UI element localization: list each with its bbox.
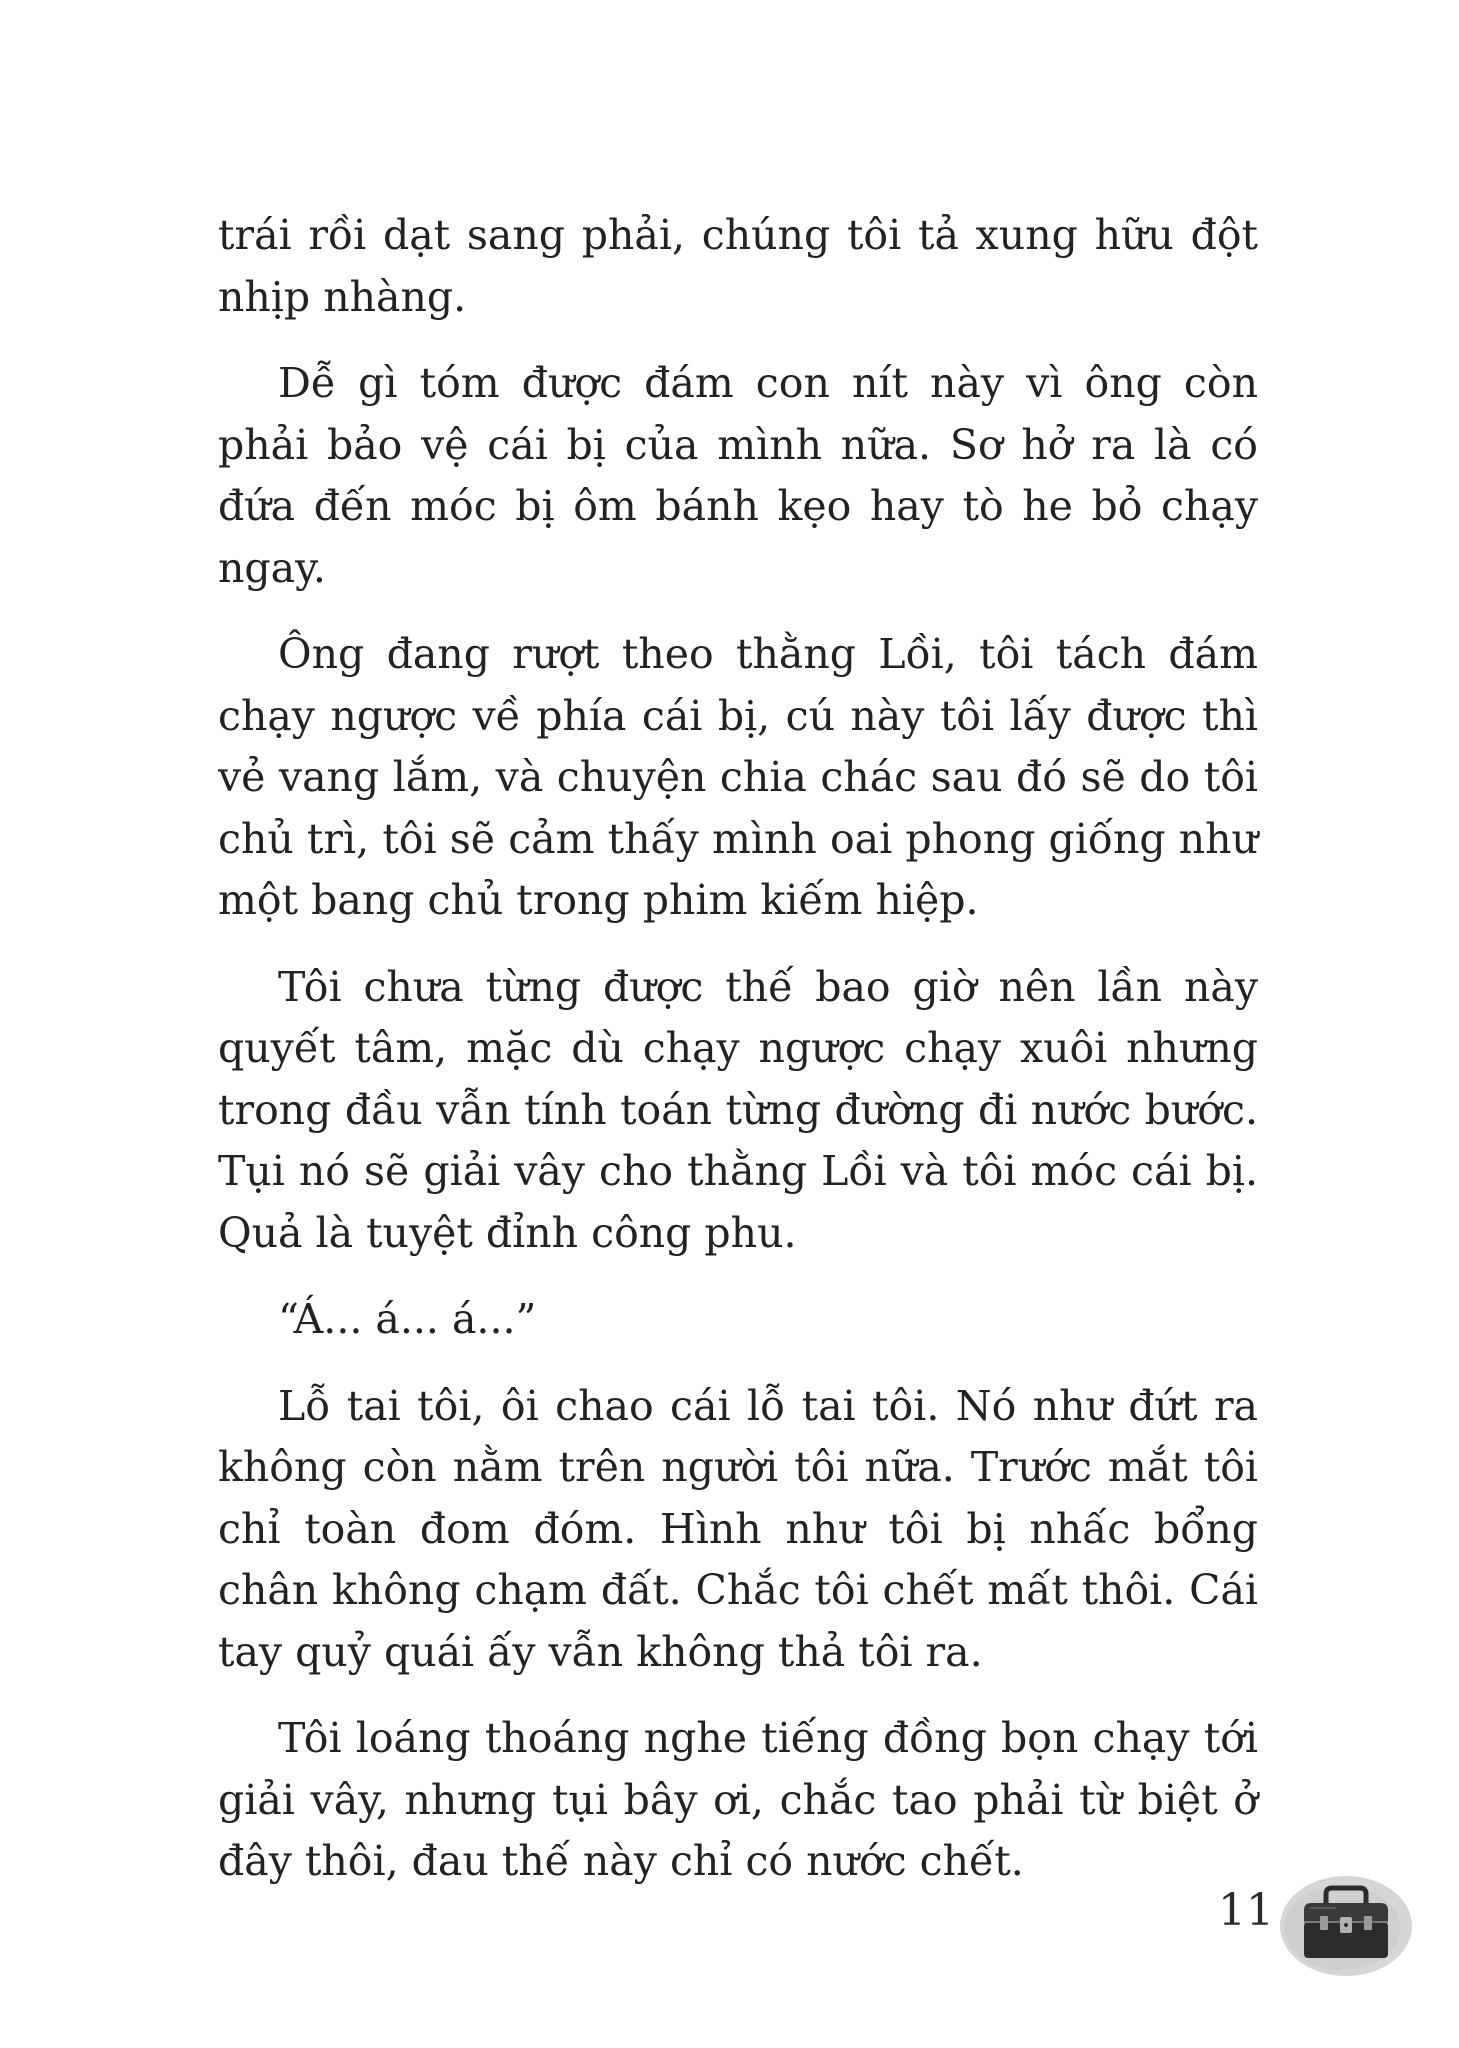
paragraph: Tôi chưa từng được thế bao giờ nên lần này quyết tâm, mặc dù chạy ngược chạy xuôi nhưng trong đầu vẫn tính toán từng đường đi nước bước. Tụi nó sẽ giải vây cho thằng Lồi và tôi móc cái bị. Quả là tuyệt đỉnh công phu. xyxy=(218,962,1258,1257)
paragraph: trái rồi dạt sang phải, chúng tôi tả xung hữu đột nhịp nhàng. xyxy=(218,211,1258,321)
paragraph: Lỗ tai tôi, ôi chao cái lỗ tai tôi. Nó như đứt ra không còn nằm trên người tôi nữa. Trước mắt tôi chỉ toàn đom đóm. Hình như tôi bị nhấc bổng chân không chạm đất. Chắc tôi chết mất thôi. Cái tay quỷ quái ấy vẫn không thả tôi ra. xyxy=(218,1381,1258,1676)
dialogue-line: “Á... á... á...” xyxy=(278,1295,537,1343)
paragraph: Dễ gì tóm được đám con nít này vì ông còn phải bảo vệ cái bị của mình nữa. Sơ hở ra là có đứa đến móc bị ôm bánh kẹo hay tò he bỏ chạy ngay. xyxy=(218,359,1258,592)
body-text xyxy=(218,205,1258,1918)
toolbox-icon xyxy=(1276,1870,1416,1980)
paragraph: Ông đang rượt theo thằng Lồi, tôi tách đám chạy ngược về phía cái bị, cú này tôi lấy được thì vẻ vang lắm, và chuyện chia chác sau đó sẽ do tôi chủ trì, tôi sẽ cảm thấy mình oai phong giống như một bang chủ trong phim kiếm hiệp. xyxy=(218,630,1258,924)
paragraph: Tôi loáng thoáng nghe tiếng đồng bọn chạy tới giải vây, nhưng tụi bây ơi, chắc tao phải từ biệt ở đây thôi, đau thế này chỉ có nước chết. xyxy=(218,1714,1258,1885)
page-number: 11 xyxy=(1218,1885,1274,1936)
